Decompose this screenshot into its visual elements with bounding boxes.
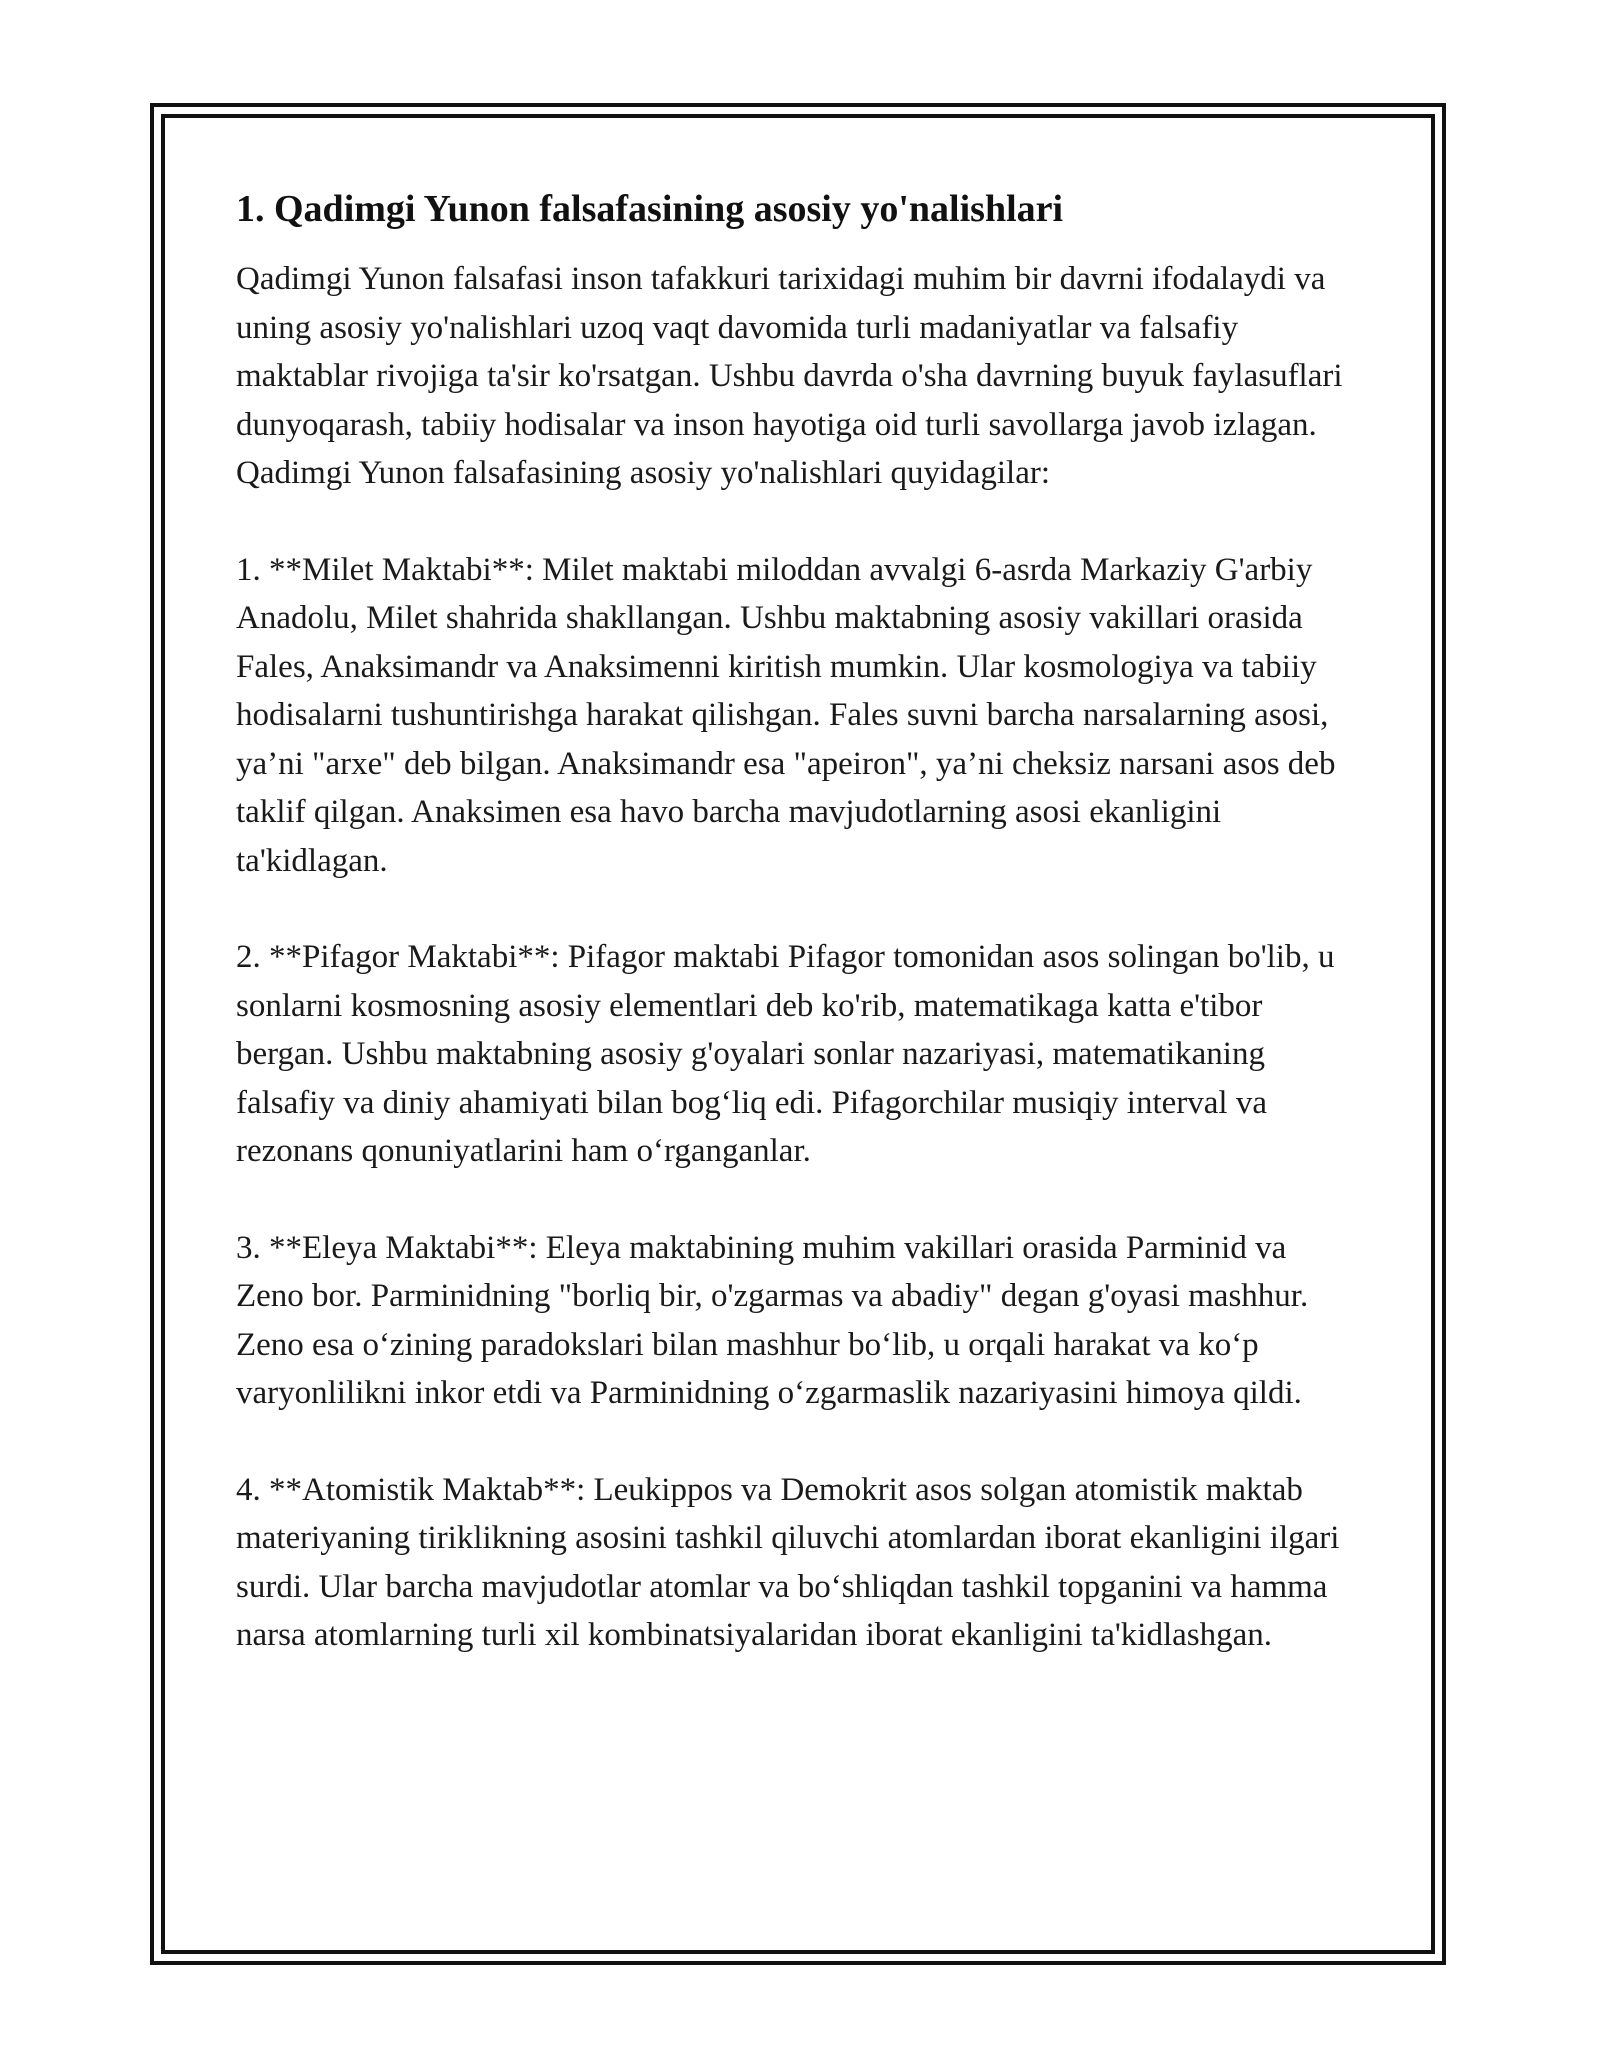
pythagoras-school-paragraph: 2. **Pifagor Maktabi**: Pifagor maktabi Pifagor tomonidan asos solingan bo'lib, u sonlarni kosmosning asosiy elementlari deb ko'rib, matematikaga katta e'tibor bergan. Ushbu maktabning asosiy g'oyalari sonlar nazariyasi, matematikaning falsafiy va diniy ahamiyati bilan bog‘liq edi. Pifagorchilar musiqiy interval va rezonans qonuniyatlarini ham o‘rganganlar.	[236, 939, 1335, 1169]
milet-school-paragraph: 1. **Milet Maktabi**: Milet maktabi miloddan avvalgi 6-asrda Markaziy G'arbiy Anadolu, Milet shahrida shakllangan. Ushbu maktabning asosiy vakillari orasida Fales, Anaksimandr va Anaksimenni kiritish mumkin. Ular kosmologiya va tabiiy hodisalarni tushuntirishga harakat qilishgan. Fales suvni barcha narsalarning asosi, ya’ni "arxe" deb bilgan. Anaksimandr esa "apeiron", ya’ni cheksiz narsani asos deb taklif qilgan. Anaksimen esa havo barcha mavjudotlarning asosi ekanligini ta'kidlagan.	[236, 551, 1336, 879]
atomist-school-paragraph: 4. **Atomistik Maktab**: Leukippos va Demokrit asos solgan atomistik maktab materiyaning tiriklikning asosini tashkil qiluvchi atomlardan iborat ekanligini ilgari surdi. Ular barcha mavjudotlar atomlar va bo‘shliqdan tashkil topganini va hamma narsa atomlarning turli xil kombinatsiyalaridan iborat ekanligini ta'kidlashgan.	[236, 1471, 1340, 1653]
eleatic-school-paragraph: 3. **Eleya Maktabi**: Eleya maktabining muhim vakillari orasida Parminid va Zeno bor. Parminidning "borliq bir, o'zgarmas va abadiy" degan g'oyasi mashhur. Zeno esa o‘zining paradokslari bilan mashhur bo‘lib, u orqali harakat va ko‘p varyonlilikni inkor etdi va Parminidning o‘zgarmaslik nazariyasini himoya qildi.	[236, 1229, 1309, 1411]
document-body	[236, 185, 1361, 1708]
section-heading: 1. Qadimgi Yunon falsafasining asosiy yo'nalishlari	[236, 188, 1064, 230]
intro-paragraph: Qadimgi Yunon falsafasi inson tafakkuri tarixidagi muhim bir davrni ifodalaydi va uning asosiy yo'nalishlari uzoq vaqt davomida turli madaniyatlar va falsafiy maktablar rivojiga ta'sir ko'rsatgan. Ushbu davrda o'sha davrning buyuk faylasuflari dunyoqarash, tabiiy hodisalar va inson hayotiga oid turli savollarga javob izlagan. Qadimgi Yunon falsafasining asosiy yo'nalishlari quyidagilar:	[236, 261, 1343, 491]
